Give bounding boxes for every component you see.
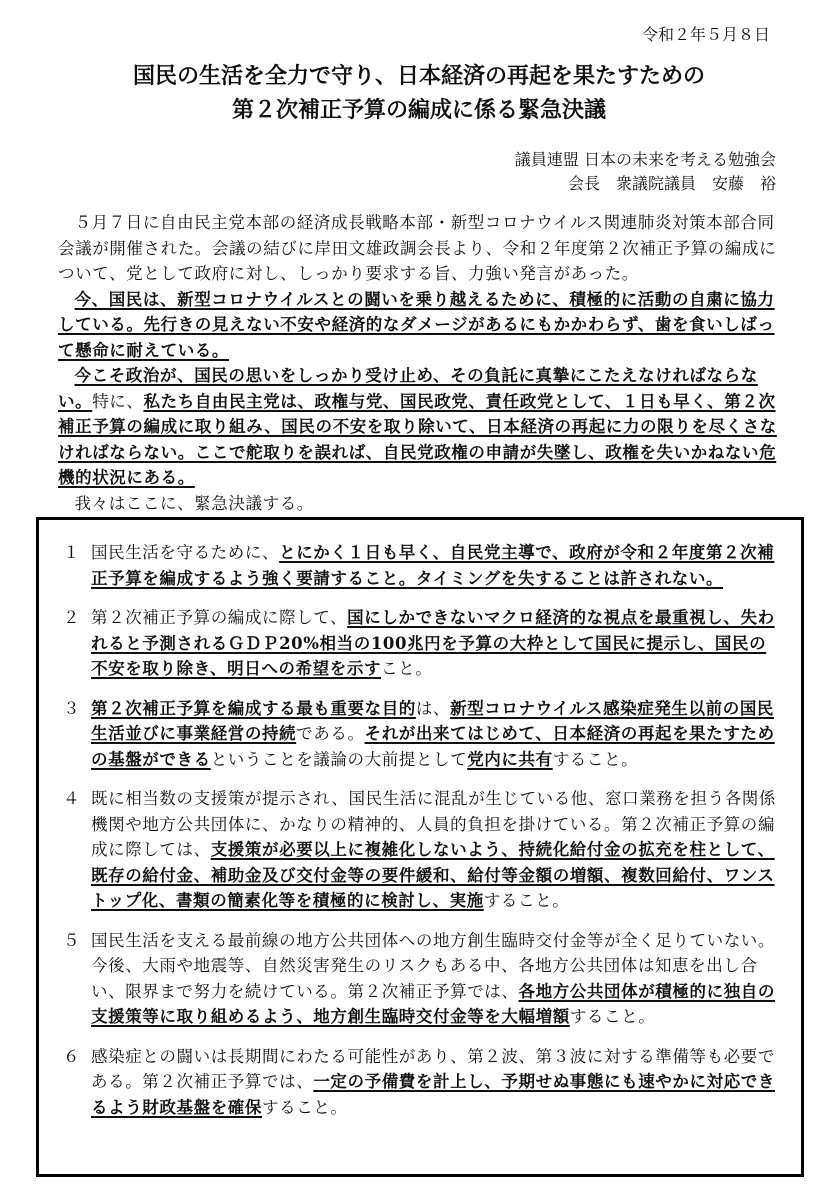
resolution-box	[36, 517, 804, 1177]
intro-emphasis-3: 私たち自由民主党は、政権与党、国民政党、責任政党として、１日も早く、第２次補正予算の編成に取り組み、国民の不安を取り除いて、日本経済の再起に力の限りを尽くさなければならない。ここで舵取りを誤れば、自民党政権の申請が失墜し、政権を失いかねない危機的状況にある。	[58, 391, 777, 487]
item-number: １	[63, 543, 81, 562]
intro-paragraph-4: 我々はここに、緊急決議する。	[74, 493, 314, 513]
resolution-items	[63, 540, 777, 1134]
title-line-1: 国民の生活を全力で守り、日本経済の再起を果たすための	[132, 64, 705, 89]
item-text	[91, 540, 777, 591]
resolution-item-1	[63, 540, 777, 591]
intro-paragraph-1: ５月７日に自由民主党本部の経済成長戦略本部・新型コロナウイルス関連肺炎対策本部合同会議が開催された。会議の結びに岸田文雄政調会長より、令和２年度第２次補正予算の編成について、党として政府に対し、しっかり要求する旨、力強い発言があった。	[58, 213, 777, 283]
item-plain: ということを議論の大前提として	[210, 749, 468, 769]
item-plain: 感染症との闘いは長期間にわたる可能性があり、第２波、第３波に対する準備等も必要である。第２次補正予算では、	[91, 1046, 775, 1091]
item-number: ２	[63, 608, 81, 627]
intro-paragraph-3	[58, 363, 778, 491]
author-group: 議員連盟 日本の未来を考える勉強会	[514, 150, 776, 169]
intro-emphasis-2: 今こそ政治が、国民の思いをしっかり受け止め、その負託に真摯にこたえなければならない。	[58, 366, 758, 411]
item-plain: 国民生活を支える最前線の地方公共団体への地方創生臨時交付金等が全く足りていない。今後、大雨や地震等、自然災害発生のリスクもある中、各地方公共団体は知恵を出し合い、限界まで努力を続けている。第２次補正予算では、	[91, 930, 775, 1001]
item-plain: すること。	[552, 749, 639, 769]
resolution-item-4	[63, 786, 777, 914]
item-emphasis: 支援策が必要以上に複雑化しないよう、持続化給付金の拡充を柱として、既存の給付金、補助金及び交付金等の要件緩和、給付等金額の増額、複数回給付、ワンストップ化、書類の簡素化等を積極的に検討し、実施	[91, 840, 775, 910]
item-emphasis: 第２次補正予算を編成する最も重要な目的	[91, 698, 416, 718]
item-number: ３	[63, 698, 81, 718]
item-text	[91, 605, 777, 682]
intro-plain-text: 特に、	[92, 391, 144, 411]
item-emphasis: とにかく１日も早く、自民党主導で、政府が令和２年度第２次補正予算を編成するよう強く要請すること。タイミングを失することは許されない。	[91, 543, 775, 588]
item-emphasis: 新型コロナウイルス感染症発生以前の国民生活並びに事業経営の持続	[91, 698, 775, 743]
item-plain: こと。	[381, 659, 433, 678]
item-text	[91, 928, 777, 1030]
item-plain: すること。	[569, 1007, 656, 1026]
item-emphasis: 各地方公共団体が積極的に独自の支援策等に取り組めるよう、地方創生臨時交付金等を大幅増額	[91, 981, 775, 1026]
item-plain: すること。	[483, 891, 570, 910]
item-text	[91, 1044, 777, 1121]
item-plain: 国民生活を守るために、	[91, 543, 280, 562]
item-plain: すること。	[262, 1097, 348, 1117]
resolution-item-5	[63, 928, 777, 1030]
item-emphasis: 一定の予備費を計上し、予期せぬ事態にも速やかに対応できるよう財政基盤を確保	[91, 1072, 776, 1117]
item-plain: は、	[415, 698, 451, 718]
item-text	[91, 696, 777, 773]
resolution-item-3	[63, 696, 777, 773]
author-block	[515, 148, 776, 196]
author-name: 会長 衆議院議員 安藤 裕	[567, 174, 776, 193]
intro-section	[58, 210, 778, 516]
item-plain: 既に相当数の支援策が提示され、国民生活に混乱が生じている他、窓口業務を担う各関係機関や地方公共団体に、かなりの精神的、人員的負担を掛けている。第２次補正予算の編成に際しては、	[91, 789, 776, 859]
item-number: ４	[63, 789, 81, 808]
title-line-2: 第２次補正予算の編成に係る緊急決議	[231, 98, 606, 123]
item-plain: である。	[296, 724, 365, 743]
document-date: 令和２年５月８日	[641, 25, 770, 44]
item-plain: 第２次補正予算の編成に際して、	[91, 608, 348, 627]
item-emphasis: それが出来てはじめて、日本経済の再起を果たすための基盤ができる	[91, 724, 775, 769]
item-emphasis: 党内に共有	[467, 749, 553, 769]
resolution-item-2	[63, 605, 777, 682]
item-text	[91, 786, 777, 914]
intro-emphasis-1: 今、国民は、新型コロナウイルスとの闘いを乗り越えるために、積極的に活動の自粛に協力している。先行きの見えない不安や経済的なダメージがあるにもかかわらず、歯を食いしばって懸命に耐えている。	[58, 289, 775, 360]
resolution-item-6	[63, 1044, 777, 1121]
item-number: ６	[63, 1046, 81, 1066]
item-number: ５	[63, 930, 81, 950]
item-emphasis: 国にしかできないマクロ経済的な視点を最重視し、失われると予測されるＧＤＰ20%相当の100兆円を予算の大枠として国民に提示し、国民の不安を取り除き、明日への希望を示す	[91, 608, 775, 678]
intro-paragraph-2	[58, 287, 778, 364]
document-title	[0, 60, 838, 128]
